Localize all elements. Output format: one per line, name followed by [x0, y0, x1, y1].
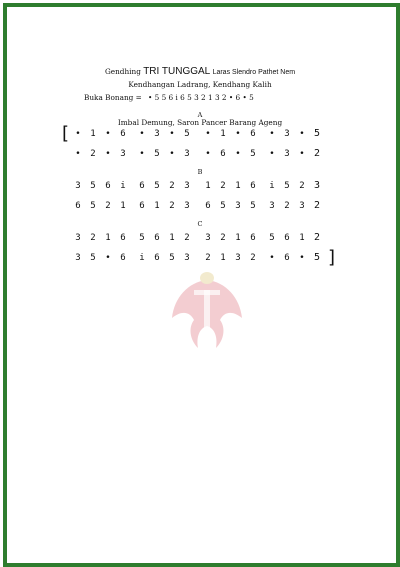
note: 6 [154, 253, 160, 263]
note: • [299, 129, 305, 139]
note: 2 [90, 149, 96, 159]
note: 1 [220, 129, 226, 139]
note: 3 [75, 253, 81, 263]
note: • [235, 129, 241, 139]
notation-row-a2 [0, 148, 400, 162]
note: 6 [250, 129, 256, 139]
note: 3 [284, 129, 290, 139]
note: 1 [235, 233, 241, 243]
note: 2 [313, 148, 321, 159]
note: i [139, 253, 145, 263]
notation-row-c1 [0, 232, 400, 246]
note: • [299, 149, 305, 159]
title-laras: Laras Slendro Pathet Nem [212, 69, 296, 76]
note: 2 [169, 201, 175, 211]
note: • [235, 149, 241, 159]
note: 3 [299, 201, 305, 211]
note: 2 [184, 233, 190, 243]
note: 5 [220, 201, 226, 211]
note: 5 [250, 201, 256, 211]
note: i [120, 181, 126, 191]
note: • [105, 149, 111, 159]
note: • [169, 149, 175, 159]
note: 3 [75, 181, 81, 191]
note: • [139, 149, 145, 159]
note: 5 [284, 181, 290, 191]
note: 1 [220, 253, 226, 263]
notation-row-b1 [0, 180, 400, 194]
note: 5 [90, 253, 96, 263]
note: 6 [154, 233, 160, 243]
buka-notes: • 5 5 6 i 6 5 3 2 1 3 2 • 6 • 5 [148, 93, 254, 102]
song-subtitle: Kendhangan Ladrang, Kendhang Kalih [128, 80, 272, 89]
note: 1 [105, 233, 111, 243]
note: 3 [269, 201, 275, 211]
open-bracket: [ [62, 123, 70, 144]
note: 5 [154, 149, 160, 159]
note: 5 [90, 181, 96, 191]
note: 6 [284, 253, 290, 263]
note: 6 [284, 233, 290, 243]
note: 2 [250, 253, 256, 263]
note: 2 [220, 181, 226, 191]
note: 6 [250, 181, 256, 191]
note: 5 [169, 253, 175, 263]
logo-watermark-icon [168, 270, 246, 362]
note: 6 [120, 253, 126, 263]
note: 6 [120, 233, 126, 243]
note: 5 [184, 129, 190, 139]
note: 6 [139, 181, 145, 191]
notation-row-a1 [0, 123, 400, 144]
section-a-desc: Imbal Demung, Saron Pancer Barang Ageng [117, 118, 283, 127]
note: 5 [250, 149, 256, 159]
note: 6 [250, 233, 256, 243]
note: • [269, 149, 275, 159]
notation-row-c2 [0, 247, 400, 268]
note: 5 [154, 181, 160, 191]
close-bracket: ] [328, 247, 336, 268]
note: 3 [154, 129, 160, 139]
title-name: TRI TUNGGAL [143, 66, 211, 77]
note: 1 [154, 201, 160, 211]
note: 1 [169, 233, 175, 243]
buka-label: Buka Bonang = [84, 93, 142, 102]
note: 3 [235, 201, 241, 211]
note: 6 [75, 201, 81, 211]
note: • [105, 253, 111, 263]
note: 6 [105, 181, 111, 191]
note: 1 [205, 181, 211, 191]
note: • [75, 149, 81, 159]
section-b-label: B [197, 168, 203, 176]
note: • [105, 129, 111, 139]
note: • [169, 129, 175, 139]
note: 3 [184, 253, 190, 263]
note: 2 [90, 233, 96, 243]
note: • [299, 253, 305, 263]
note: 5 [139, 233, 145, 243]
note: 2 [313, 232, 321, 243]
note: 3 [184, 201, 190, 211]
title-prefix: Gendhing [104, 67, 141, 76]
note: 5 [269, 233, 275, 243]
note: 3 [120, 149, 126, 159]
note: 5 [90, 201, 96, 211]
note: 1 [90, 129, 96, 139]
section-a-label: A [197, 111, 203, 119]
note: • [75, 129, 81, 139]
note: i [269, 181, 275, 191]
note: 2 [284, 201, 290, 211]
note: 5 [313, 252, 321, 263]
note: • [205, 129, 211, 139]
note: 2 [105, 201, 111, 211]
note: • [269, 253, 275, 263]
note: 3 [313, 180, 321, 191]
note: 2 [299, 181, 305, 191]
note: 2 [205, 253, 211, 263]
note: • [205, 149, 211, 159]
note: • [139, 129, 145, 139]
note: 3 [205, 233, 211, 243]
note: 2 [313, 200, 321, 211]
note: 3 [184, 149, 190, 159]
note: 1 [299, 233, 305, 243]
note: 2 [220, 233, 226, 243]
note: 3 [75, 233, 81, 243]
note: 1 [120, 201, 126, 211]
notation-row-b2 [0, 200, 400, 214]
note: 2 [169, 181, 175, 191]
note: 6 [205, 201, 211, 211]
note: 6 [139, 201, 145, 211]
note: 6 [120, 129, 126, 139]
note: 1 [235, 181, 241, 191]
note: 3 [235, 253, 241, 263]
note: 3 [284, 149, 290, 159]
song-title [0, 66, 400, 77]
note: • [269, 129, 275, 139]
note: 6 [220, 149, 226, 159]
note: 3 [184, 181, 190, 191]
note: 5 [313, 128, 321, 139]
section-c-label: C [197, 220, 203, 228]
